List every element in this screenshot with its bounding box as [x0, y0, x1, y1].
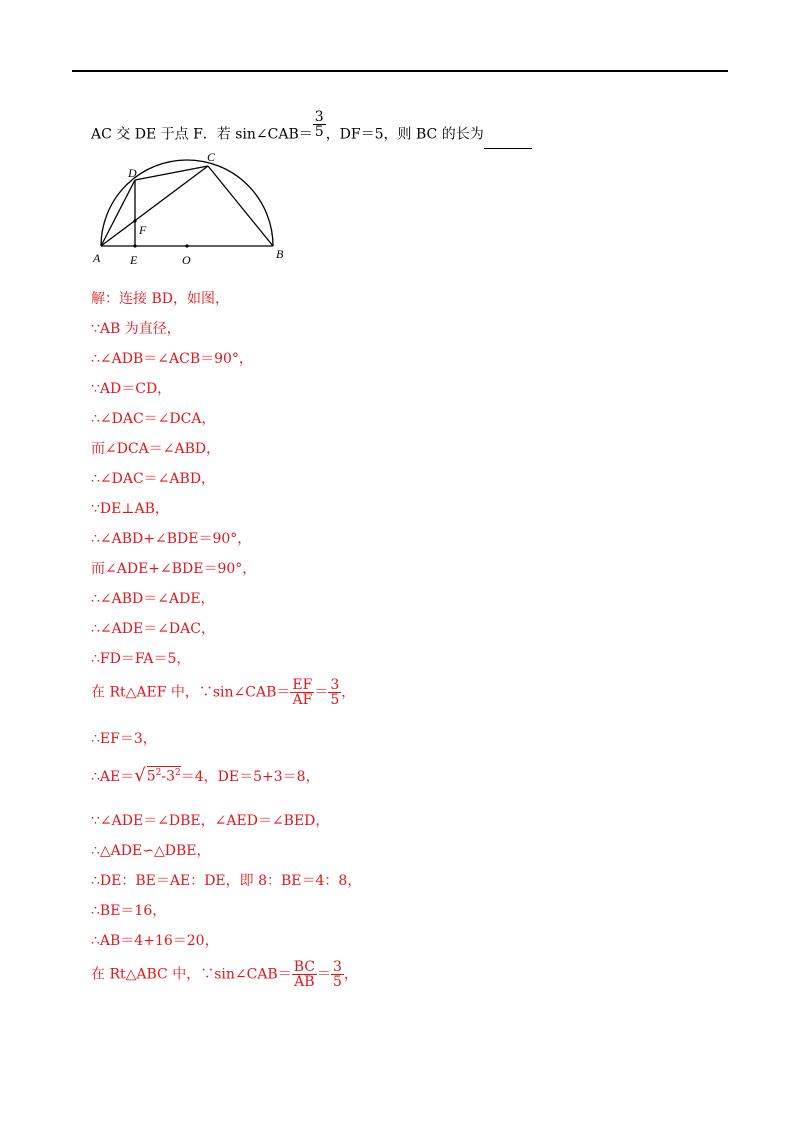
label-c: C [207, 150, 216, 164]
label-b: B [276, 247, 284, 261]
semicircle-arc [101, 160, 273, 246]
geometry-diagram [88, 150, 298, 270]
fraction-numerator: BC [293, 959, 315, 975]
solution-line: ∵AB 为直径， [91, 321, 181, 337]
solution-line: ∴∠ADE＝∠DAC， [91, 621, 215, 637]
three-fifths-fraction [331, 960, 344, 989]
rt-aef-suffix: ， [341, 684, 356, 701]
point-e [133, 244, 136, 247]
fraction-denominator: AB [294, 974, 315, 990]
solution-line: ∴BE＝16， [91, 903, 167, 919]
bc-ab-fraction [292, 960, 317, 989]
solution-line-rt-aef [91, 678, 355, 707]
solution-line: 解：连接 BD，如图， [91, 291, 229, 307]
solution-line: ∴∠ADB＝∠ACB＝90°， [91, 351, 253, 367]
solution-line: ∴∠ABD+∠BDE＝90°， [91, 531, 252, 547]
fraction-denominator: AF [292, 692, 313, 708]
fraction-denominator: 5 [314, 124, 324, 140]
solution-line: 而∠DCA＝∠ABD， [91, 441, 221, 457]
fraction-numerator: EF [292, 677, 313, 693]
rt-abc-prefix: 在 Rt△ABC 中，∵sin∠CAB＝ [91, 966, 292, 983]
radicand: $5^2-3^2$ [146, 768, 181, 785]
header-rule [72, 70, 728, 72]
solution-line-rt-abc [91, 960, 358, 989]
solution-line: ∵∠ADE＝∠DBE，∠AED＝∠BED， [91, 813, 330, 829]
question-fraction [313, 110, 326, 139]
point-f [133, 219, 136, 222]
question-suffix: ，DF＝5，则 BC 的长为 [325, 126, 484, 143]
fraction-denominator: 5 [330, 692, 340, 708]
segment-dc [135, 166, 208, 180]
solution-line: ∵AD＝CD， [91, 381, 172, 397]
label-f: F [139, 223, 147, 237]
solution-line: ∵DE⊥AB， [91, 501, 169, 517]
label-d: D [128, 166, 137, 180]
ae-prefix: ∴AE＝ [91, 769, 135, 785]
solution-line: ∴EF＝3， [91, 731, 157, 747]
solution-line: 而∠ADE+∠BDE＝90°， [91, 561, 257, 577]
solution-line: ∴AB＝4+16＝20， [91, 933, 219, 949]
rt-abc-suffix: ， [343, 966, 358, 983]
three-fifths-fraction [328, 678, 341, 707]
label-a: A [93, 251, 101, 265]
solution-line: ∴∠DAC＝∠ABD， [91, 471, 216, 487]
sqrt-icon: √ [134, 765, 146, 786]
label-o: O [182, 253, 191, 267]
solution-line: ∴FD＝FA＝5， [91, 651, 191, 667]
fraction-numerator: 3 [330, 677, 340, 693]
solution-line: ∴∠ABD＝∠ADE， [91, 591, 215, 607]
solution-line: ∴△ADE∽△DBE， [91, 843, 211, 859]
fraction-numerator: 3 [333, 959, 342, 975]
ae-suffix: ＝4，DE＝5+3＝8， [180, 769, 320, 785]
rt-aef-prefix: 在 Rt△AEF 中，∵sin∠CAB＝ [91, 684, 291, 701]
label-e: E [130, 253, 138, 267]
segment-ac [101, 166, 208, 246]
point-o [185, 244, 188, 247]
solution-line-ae [91, 765, 320, 786]
answer-blank [484, 136, 532, 149]
ef-af-fraction [290, 678, 314, 707]
solution-line: ∴DE：BE＝AE：DE，即 8：BE＝4：8， [91, 873, 362, 889]
question-prefix: AC 交 DE 于点 F．若 sin∠CAB＝ [91, 126, 313, 143]
solution-line: ∴∠DAC＝∠DCA， [91, 411, 216, 427]
equals-sign: ＝ [317, 966, 331, 983]
fraction-numerator: 3 [314, 109, 324, 125]
question-text [91, 109, 532, 149]
segment-ad [101, 180, 135, 246]
fraction-denominator: 5 [333, 974, 342, 990]
equals-sign: ＝ [314, 684, 329, 701]
